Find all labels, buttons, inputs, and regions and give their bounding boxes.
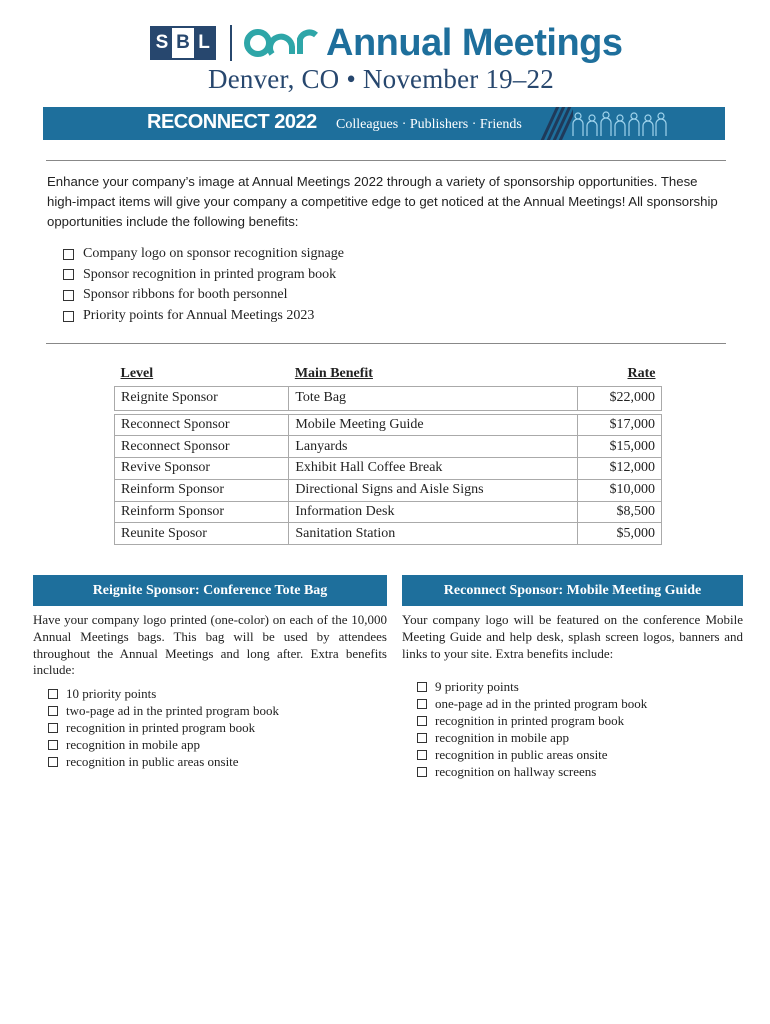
header-benefit: Main Benefit: [294, 365, 373, 381]
table-header-row: [115, 362, 662, 386]
checkbox-icon: [417, 767, 427, 777]
item-text: recognition in printed program book: [66, 720, 256, 735]
cell-rate: $8,500: [578, 501, 662, 523]
list-item: [48, 753, 279, 770]
list-item: [417, 763, 647, 780]
checkbox-icon: [48, 689, 58, 699]
cell-benefit: Lanyards: [289, 436, 578, 458]
sponsorship-rate-table: [114, 362, 662, 545]
list-item: [63, 285, 344, 306]
benefit-text: Sponsor recognition in printed program book: [83, 266, 337, 282]
list-item: [48, 685, 279, 702]
cell-rate: $22,000: [578, 386, 662, 410]
checkbox-icon: [48, 757, 58, 767]
checkbox-icon: [417, 682, 427, 692]
item-text: recognition in mobile app: [66, 737, 200, 752]
cell-rate: $12,000: [578, 458, 662, 480]
checkbox-icon: [417, 750, 427, 760]
cell-level: Reconnect Sponsor: [115, 414, 289, 436]
sbl-logo: [150, 26, 216, 60]
table-row: [115, 501, 662, 523]
item-text: 9 priority points: [435, 679, 519, 694]
list-item: [417, 678, 647, 695]
sbl-letter-s: S: [152, 28, 172, 58]
header-rate: Rate: [627, 365, 656, 381]
list-item: [417, 729, 647, 746]
checkbox-icon: [63, 290, 74, 301]
left-box-text: Have your company logo printed (one-color) on each of the 10,000 Annual Meetings bags. This bag will be used by attendees throughout the Annual Meetings and long after. Extra benefits include:: [33, 612, 387, 678]
benefits-list: [63, 244, 344, 326]
list-item: [48, 719, 279, 736]
right-box-list: [417, 678, 647, 780]
table-row: [115, 414, 662, 436]
item-text: one-page ad in the printed program book: [435, 696, 648, 711]
logo-divider: [230, 25, 232, 61]
right-box-heading: Reconnect Sponsor: Mobile Meeting Guide: [402, 575, 743, 606]
cell-benefit: Directional Signs and Aisle Signs: [289, 479, 578, 501]
item-text: recognition on hallway screens: [435, 764, 597, 779]
checkbox-icon: [48, 706, 58, 716]
cell-level: Reconnect Sponsor: [115, 436, 289, 458]
reconnect-banner: [43, 107, 725, 140]
list-item: [63, 265, 344, 286]
right-box-text: Your company logo will be featured on the conference Mobile Meeting Guide and help desk, splash screen logos, banners and links to your site. Extra benefits include:: [402, 612, 743, 661]
item-text: recognition in mobile app: [435, 730, 569, 745]
divider-top: [46, 160, 726, 161]
table-row: [115, 436, 662, 458]
cell-rate: $5,000: [578, 523, 662, 545]
cell-level: Revive Sponsor: [115, 458, 289, 480]
list-item: [63, 306, 344, 327]
checkbox-icon: [417, 733, 427, 743]
event-title: Annual Meetings: [326, 22, 623, 64]
benefit-text: Priority points for Annual Meetings 2023: [83, 307, 315, 323]
list-item: [417, 746, 647, 763]
intro-paragraph: Enhance your company’s image at Annual Meetings 2022 through a variety of sponsorship opportunities. These high-impact items will give your company a competitive edge to get noticed at the Annual Meetings! All sponsorship opportunities include the following benefits:: [47, 174, 718, 229]
table-row: [115, 386, 662, 410]
cell-benefit: Mobile Meeting Guide: [289, 414, 578, 436]
left-box-list: [48, 685, 279, 770]
table-row: [115, 479, 662, 501]
item-text: recognition in public areas onsite: [66, 754, 239, 769]
cell-rate: $10,000: [578, 479, 662, 501]
checkbox-icon: [63, 311, 74, 322]
benefit-text: Company logo on sponsor recognition signage: [83, 246, 344, 261]
logo-row: [150, 22, 623, 64]
banner-title: RECONNECT 2022: [147, 111, 317, 133]
checkbox-icon: [417, 699, 427, 709]
item-text: 10 priority points: [66, 686, 157, 701]
cell-benefit: Sanitation Station: [289, 523, 578, 545]
checkbox-icon: [48, 740, 58, 750]
cell-level: Reinform Sponsor: [115, 501, 289, 523]
sbl-letter-b: B: [172, 28, 194, 58]
item-text: two-page ad in the printed program book: [66, 703, 279, 718]
cell-level: Reignite Sponsor: [115, 386, 289, 410]
cell-level: Reunite Sposor: [115, 523, 289, 545]
cell-rate: $15,000: [578, 436, 662, 458]
cell-rate: $17,000: [578, 414, 662, 436]
table-row: [115, 458, 662, 480]
item-text: recognition in public areas onsite: [435, 747, 608, 762]
checkbox-icon: [417, 716, 427, 726]
list-item: [48, 736, 279, 753]
cell-level: Reinform Sponsor: [115, 479, 289, 501]
stripes-icon: [533, 107, 573, 140]
table-row: [115, 523, 662, 545]
benefit-text: Sponsor ribbons for booth personnel: [83, 287, 288, 303]
list-item: [417, 695, 647, 712]
banner-tagline: Colleagues · Publishers · Friends: [336, 117, 522, 132]
checkbox-icon: [63, 269, 74, 280]
sbl-letter-l: L: [194, 28, 214, 58]
event-location-dates: Denver, CO • November 19–22: [208, 64, 554, 94]
checkbox-icon: [48, 723, 58, 733]
item-text: recognition in printed program book: [435, 713, 625, 728]
cell-benefit: Exhibit Hall Coffee Break: [289, 458, 578, 480]
people-icon: [568, 110, 668, 138]
aar-logo-icon: [244, 25, 318, 61]
list-item: [48, 702, 279, 719]
left-box-heading: Reignite Sponsor: Conference Tote Bag: [33, 575, 387, 606]
divider-middle: [46, 343, 726, 344]
checkbox-icon: [63, 249, 74, 260]
page-header: [0, 0, 770, 150]
cell-benefit: Tote Bag: [289, 386, 578, 410]
header-level: Level: [120, 365, 154, 381]
cell-benefit: Information Desk: [289, 501, 578, 523]
list-item: [417, 712, 647, 729]
list-item: [63, 244, 344, 265]
